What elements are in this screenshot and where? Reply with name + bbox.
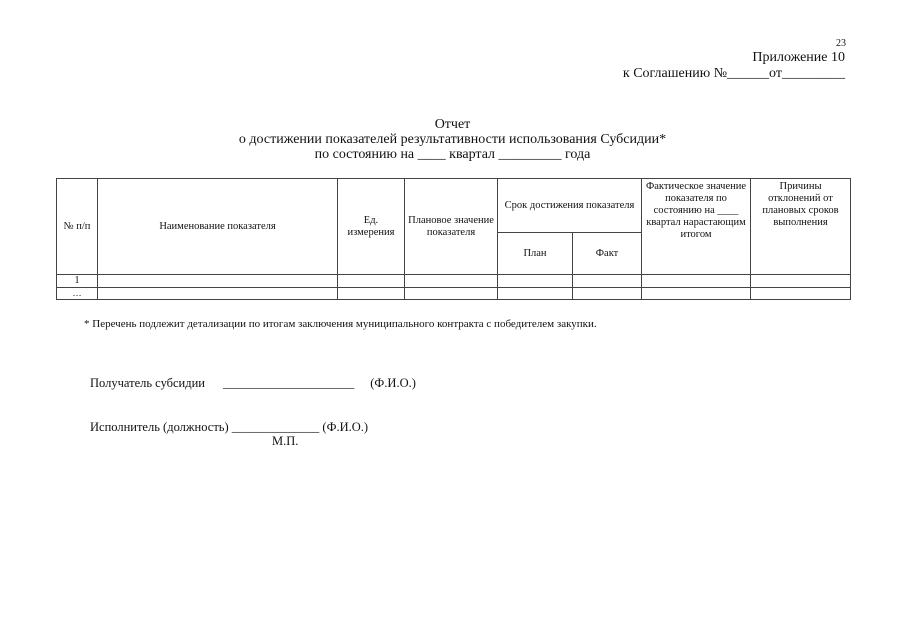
footnote: * Перечень подлежит детализации по итогам заключения муниципального контракта с победителем закупки.: [84, 318, 597, 330]
indicators-table: [56, 178, 851, 300]
recipient-signature-line: [90, 376, 416, 391]
report-title: Отчет: [434, 117, 471, 132]
stamp-place: М.П.: [272, 434, 299, 448]
recipient-label: Получатель субсидии: [90, 376, 205, 390]
recipient-fio: (Ф.И.О.): [370, 376, 416, 390]
appendix-label: Приложение 10: [752, 50, 845, 65]
table-row: [57, 275, 851, 288]
header-deviation-reasons: Причины отклонений от плановых сроков выполнения: [751, 179, 851, 275]
header-term-fact: Факт: [573, 233, 642, 275]
header-term-plan: План: [498, 233, 573, 275]
row-number: …: [57, 288, 98, 300]
executor-fio: (Ф.И.О.): [322, 420, 369, 434]
recipient-signature-blank: _____________________: [223, 376, 355, 390]
header-plan-value: Плановое значение показателя: [405, 179, 498, 275]
executor-signature-blank: ______________: [231, 420, 320, 434]
page-number: 23: [836, 38, 846, 49]
row-number: 1: [57, 275, 98, 288]
report-period: по состоянию на ____ квартал _________ года: [314, 147, 591, 162]
header-unit: Ед. измерения: [338, 179, 405, 275]
report-subtitle: о достижении показателей результативности использования Субсидии*: [238, 132, 667, 147]
header-num: № п/п: [57, 179, 98, 275]
header-actual-value: Фактическое значение показателя по состоянию на ____ квартал нарастающим итогом: [642, 179, 751, 275]
executor-label: Исполнитель (должность): [90, 420, 229, 434]
executor-signature-line: [90, 420, 368, 435]
agreement-reference: к Соглашению №______от_________: [622, 66, 845, 81]
header-achievement-term: Срок достижения показателя: [498, 179, 642, 233]
table-row: [57, 288, 851, 300]
header-indicator-name: Наименование показателя: [98, 179, 338, 275]
